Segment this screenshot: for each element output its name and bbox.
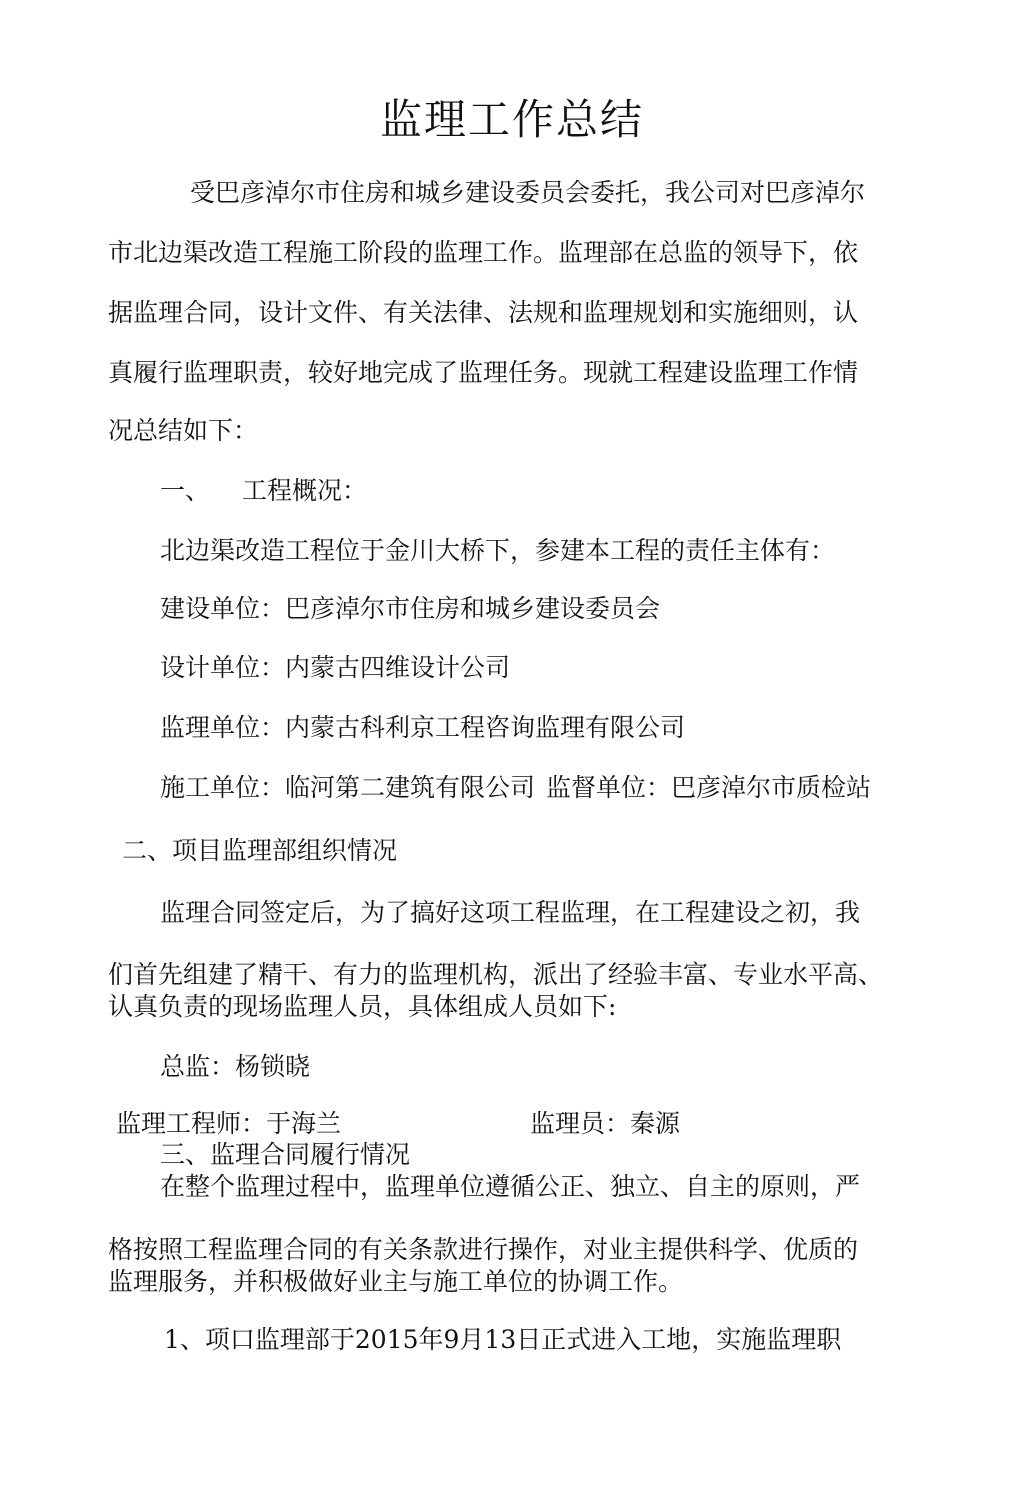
section-heading: 工程概况：	[242, 476, 368, 505]
paragraph-line: 格按照工程监理合同的有关条款进行操作，对业主提供科学、优质的	[108, 1235, 859, 1264]
personnel-line: 总监：杨锁晓	[160, 1052, 311, 1081]
paragraph-line: 真履行监理职责，较好地完成了监理任务。现就工程建设监理工作情	[108, 358, 859, 387]
paragraph-line: 北边渠改造工程位于金川大桥下，参建本工程的责任主体有：	[160, 536, 836, 565]
personnel-line: 监理员：秦源	[530, 1109, 681, 1138]
paragraph-line: 况总结如下：	[108, 416, 259, 445]
section-heading: 二、项目监理部组织情况	[122, 836, 398, 865]
paragraph-line: 监理服务，并积极做好业主与施工单位的协调工作。	[108, 1267, 684, 1296]
paragraph-line: 市北边渠改造工程施工阶段的监理工作。监理部在总监的领导下，依	[108, 238, 859, 267]
paragraph-line: 监理合同签定后，为了搞好这项工程监理，在工程建设之初，我	[160, 898, 861, 927]
paragraph-line: 认真负责的现场监理人员，具体组成人员如下:	[108, 992, 617, 1021]
document-title: 监理工作总结	[379, 95, 644, 144]
party-line: 建设单位：巴彦淖尔市住房和城乡建设委员会	[160, 594, 661, 623]
paragraph-line: 们首先组建了精干、有力的监理机构，派出了经验丰富、专业水平高、	[108, 960, 884, 989]
paragraph-line: 受巴彦淖尔市住房和城乡建设委员会委托，我公司对巴彦淖尔	[190, 178, 866, 207]
section-number: 一、	[160, 476, 211, 505]
section-heading: 三、监理合同履行情况	[160, 1140, 411, 1169]
paragraph-line: 据监理合同，设计文件、有关法律、法规和监理规划和实施细则，认	[108, 298, 859, 327]
paragraph-line: 在整个监理过程中，监理单位遵循公正、独立、自主的原则，严	[160, 1172, 861, 1201]
party-line: 设计单位：内蒙古四维设计公司	[160, 653, 511, 682]
personnel-line: 监理工程师：于海兰	[116, 1109, 342, 1138]
party-line: 监督单位：巴彦淖尔市质检站	[546, 773, 872, 802]
paragraph-line: 1、项口监理部于2015年9月13日正式进入工地，实施监理职	[164, 1325, 842, 1354]
party-line: 监理单位：内蒙古科利京工程咨询监理有限公司	[160, 713, 686, 742]
party-line: 施工单位：临河第二建筑有限公司	[160, 773, 536, 802]
